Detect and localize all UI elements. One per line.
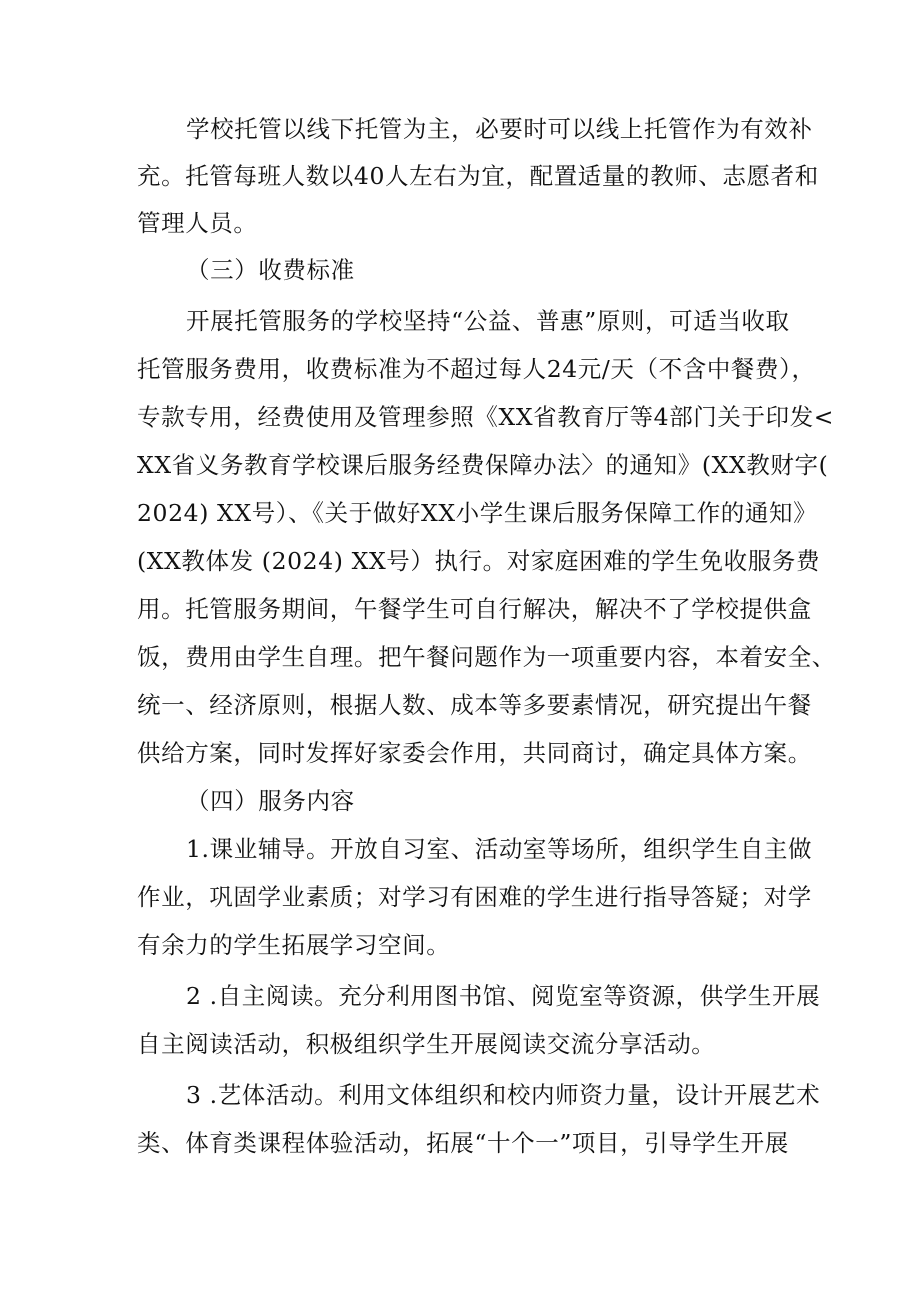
paragraph-line: 2024) XX号）、《关于做好XX小学生课后服务保障工作的通知》	[137, 499, 818, 527]
paragraph-line: 3 .艺体活动。利用文体组织和校内师资力量，设计开展艺术	[186, 1081, 821, 1109]
paragraph-line: 自主阅读活动，积极组织学生开展阅读交流分享活动。	[137, 1030, 716, 1058]
paragraph-line: 作业，巩固学业素质；对学习有困难的学生进行指导答疑；对学	[137, 883, 812, 911]
section-heading: （三）收费标准	[186, 256, 355, 284]
section-heading: （四）服务内容	[186, 787, 355, 815]
paragraph-line: 2 .自主阅读。充分利用图书馆、阅览室等资源，供学生开展	[186, 982, 821, 1010]
paragraph-line: 专款专用，经费使用及管理参照《XX省教育厅等4部门关于印发<	[137, 403, 835, 431]
paragraph-line: 统一、经济原则，根据人数、成本等多要素情况，研究提出午餐	[137, 691, 812, 719]
paragraph-line: XX省义务教育学校课后服务经费保障办法〉的通知》(XX教财字(	[137, 451, 829, 479]
paragraph-line: 1.课业辅导。开放自习室、活动室等场所，组织学生自主做	[186, 835, 813, 863]
paragraph-line: 用。托管服务期间，午餐学生可自行解决，解决不了学校提供盒	[137, 595, 812, 623]
paragraph-line: 开展托管服务的学校坚持“公益、普惠”原则，可适当收取	[186, 307, 790, 335]
paragraph-line: 管理人员。	[137, 209, 258, 237]
paragraph-line: 饭，费用由学生自理。把午餐问题作为一项重要内容，本着安全、	[137, 643, 836, 671]
paragraph-line: 充。托管每班人数以40人左右为宜，配置适量的教师、志愿者和	[137, 162, 819, 190]
paragraph-line: 类、体育类课程体验活动，拓展“十个一”项目，引导学生开展	[137, 1129, 789, 1157]
paragraph-line: 学校托管以线下托管为主，必要时可以线上托管作为有效补	[186, 115, 813, 143]
paragraph-line: (XX教体发 (2024) XX号）执行。对家庭困难的学生免收服务费	[137, 547, 821, 575]
paragraph-line: 托管服务费用，收费标准为不超过每人24元/天（不含中餐费），	[137, 355, 816, 383]
paragraph-line: 供给方案，同时发挥好家委会作用，共同商讨，确定具体方案。	[137, 739, 812, 767]
paragraph-line: 有余力的学生拓展学习空间。	[137, 931, 451, 959]
